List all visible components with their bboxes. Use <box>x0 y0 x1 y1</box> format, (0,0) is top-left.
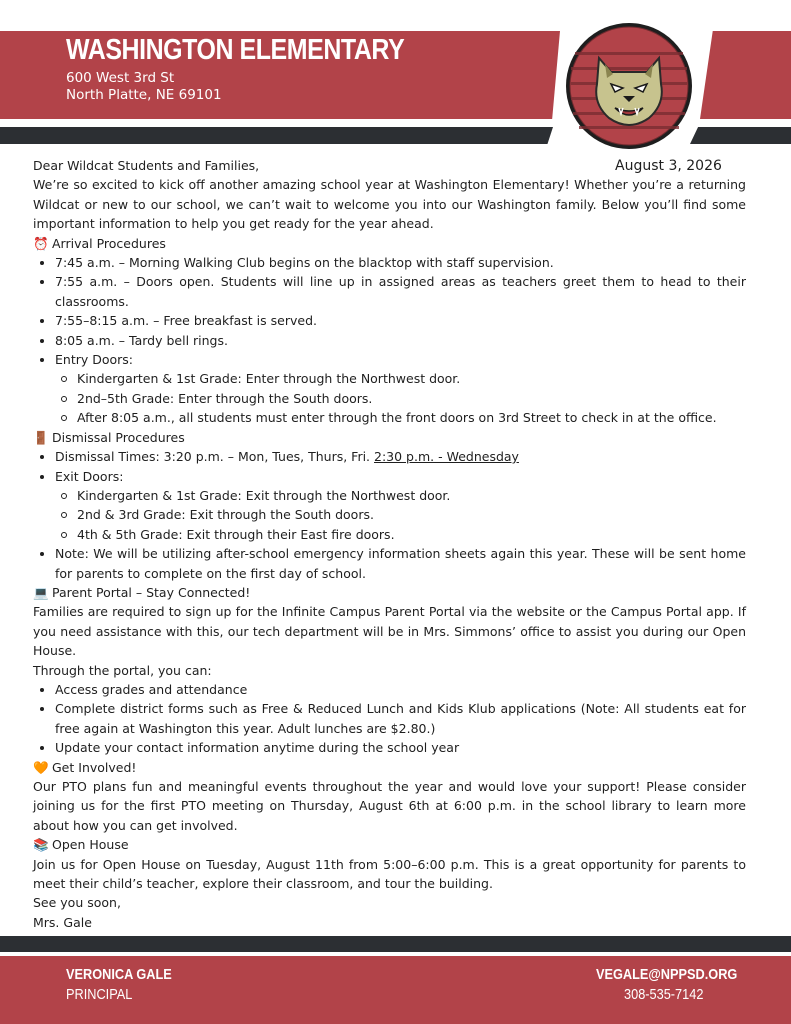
openhouse-heading: 📚 Open House <box>33 835 746 854</box>
list-item: 7:55 a.m. – Doors open. Students will line up in assigned areas as teachers greet them to head to their classrooms. <box>33 272 746 311</box>
list-item: After 8:05 a.m., all students must enter through the front doors on 3rd Street to check in at the office. <box>33 408 746 427</box>
header-stripe <box>0 127 553 144</box>
arrival-list <box>33 253 746 369</box>
greeting: Dear Wildcat Students and Families, <box>33 158 260 173</box>
involved-paragraph: Our PTO plans fun and meaningful events throughout the year and would love your support! Please consider joining us for the first PTO meeting on Thursday, August 6th at 6:00 p.m. in the school library to learn more about how you can get involved. <box>33 779 746 833</box>
list-item: Exit Doors: <box>33 467 746 486</box>
signature: Mrs. Gale <box>33 914 92 930</box>
letter-date: August 3, 2026 <box>615 158 722 174</box>
list-item: Dismissal Times: 3:20 p.m. – Mon, Tues, Thurs, Fri. 2:30 p.m. - Wednesday <box>33 447 746 466</box>
list-item: 4th & 5th Grade: Exit through their East fire doors. <box>33 525 746 544</box>
openhouse-paragraph: Join us for Open House on Tuesday, August 11th from 5:00–6:00 p.m. This is a great opportunity for parents to meet their child’s teacher, explore their classroom, and tour the building. <box>33 856 746 892</box>
entry-doors-list <box>33 369 746 427</box>
list-item: 8:05 a.m. – Tardy bell rings. <box>33 331 746 350</box>
address-line-1: 600 West 3rd St <box>66 70 175 86</box>
list-item: 7:55–8:15 a.m. – Free breakfast is served. <box>33 311 746 330</box>
list-item: Kindergarten & 1st Grade: Exit through the Northwest door. <box>33 486 746 505</box>
list-item: Entry Doors: <box>33 350 746 369</box>
wednesday-dismissal: 2:30 p.m. - Wednesday <box>374 449 519 465</box>
portal-paragraph: Families are required to sign up for the Infinite Campus Parent Portal via the website or the Campus Portal app. If you need assistance with this, our tech department will be in Mrs. Simmons’ office to assist you during our Open House. <box>33 604 746 659</box>
list-item: Access grades and attendance <box>33 680 746 699</box>
footer-stripe <box>0 936 791 952</box>
contact-email[interactable]: VEGALE@NPPSD.ORG <box>595 966 737 983</box>
involved-heading: 🧡 Get Involved! <box>33 758 746 777</box>
contact-phone[interactable]: 308-535-7142 <box>623 986 703 1003</box>
list-item: Kindergarten & 1st Grade: Enter through the Northwest door. <box>33 369 746 388</box>
intro-paragraph: We’re so excited to kick off another amazing school year at Washington Elementary! Whether you’re a returning Wildcat or new to our school, we can’t wait to welcome you into our Washington family. Below you’ll find some important information to help you get ready for the year ahead. <box>33 177 746 232</box>
list-item: Complete district forms such as Free & Reduced Lunch and Kids Klub applications (Note: All students eat for free again at Washington this year. Adult lunches are $2.80.) <box>33 699 746 738</box>
alarm-clock-icon: ⏰ <box>33 235 49 251</box>
principal-title: PRINCIPAL <box>66 986 133 1003</box>
header-stripe-right <box>690 127 791 144</box>
portal-list <box>33 680 746 758</box>
school-name: WASHINGTON ELEMENTARY <box>66 34 405 66</box>
laptop-icon: 💻 <box>33 584 49 600</box>
dismissal-heading: 🚪 Dismissal Procedures <box>33 428 746 447</box>
header-banner-right <box>700 31 791 119</box>
list-item: Note: We will be utilizing after-school emergency information sheets again this year. These will be sent home for parents to complete on the first day of school. <box>33 544 746 583</box>
list-item: 2nd–5th Grade: Enter through the South doors. <box>33 389 746 408</box>
list-item: Update your contact information anytime during the school year <box>33 738 746 757</box>
heart-icon: 🧡 <box>33 759 49 775</box>
wildcats-logo <box>565 22 693 150</box>
letter-body <box>33 156 746 932</box>
arrival-heading: ⏰ Arrival Procedures <box>33 234 746 253</box>
principal-name: VERONICA GALE <box>66 966 172 983</box>
dismissal-list <box>33 447 746 486</box>
portal-lead: Through the portal, you can: <box>33 662 212 678</box>
portal-heading: 💻 Parent Portal – Stay Connected! <box>33 583 746 602</box>
list-item: 7:45 a.m. – Morning Walking Club begins on the blacktop with staff supervision. <box>33 253 746 272</box>
dismissal-note-list <box>33 544 746 583</box>
closing: See you soon, <box>33 895 121 911</box>
books-icon: 📚 <box>33 837 49 853</box>
address-line-2: North Platte, NE 69101 <box>66 87 222 103</box>
door-icon: 🚪 <box>33 429 49 445</box>
exit-doors-list <box>33 486 746 544</box>
list-item: 2nd & 3rd Grade: Exit through the South doors. <box>33 505 746 524</box>
